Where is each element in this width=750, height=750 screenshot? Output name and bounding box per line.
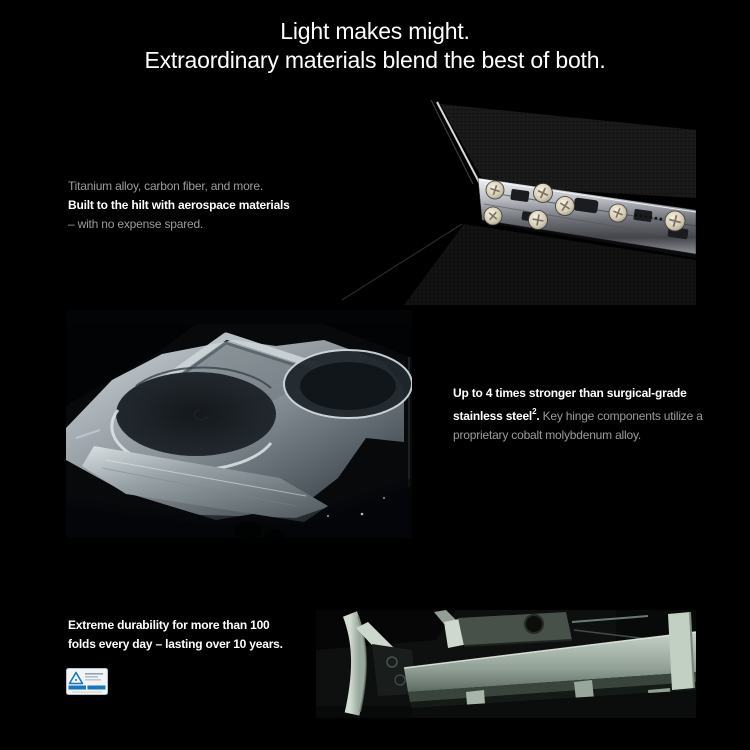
- copy-line: Extreme durability for more than 100: [68, 618, 270, 632]
- copy-line: Built to the hilt with aerospace materials: [68, 198, 290, 212]
- copy-line: [453, 403, 703, 426]
- copy-line: folds every day – lasting over 10 years.: [68, 637, 283, 651]
- headline-line-2: Extraordinary materials blend the best of both.: [144, 47, 606, 73]
- footnote-superscript: 2: [532, 407, 537, 416]
- alloy-component-image: [66, 310, 412, 538]
- tuv-rheinland-triangle-icon: [66, 668, 108, 695]
- alloy-component-illustration: [66, 310, 412, 538]
- durability-test-rig-illustration: [316, 610, 696, 718]
- durability-copy: [68, 616, 283, 654]
- copy-line: – with no expense spared.: [68, 217, 204, 231]
- bold-text: .: [536, 409, 540, 423]
- page-title: [0, 17, 750, 75]
- alloy-strength-copy: [453, 384, 703, 445]
- copy-line: Titanium alloy, carbon fiber, and more.: [68, 179, 263, 193]
- headline-line-1: Light makes might.: [280, 18, 470, 44]
- copy-line: proprietary cobalt molybdenum alloy.: [453, 428, 642, 442]
- durability-test-rig-image: [316, 610, 696, 718]
- tuv-rheinland-certification-badge: [66, 668, 108, 695]
- muted-text: Key hinge components utilize a: [539, 409, 703, 423]
- hinge-macro-image: [316, 100, 696, 305]
- hinge-macro-illustration: [316, 100, 696, 305]
- copy-line: Up to 4 times stronger than surgical-grade: [453, 386, 687, 400]
- aerospace-materials-copy: [68, 177, 290, 234]
- bold-text: stainless steel: [453, 409, 533, 423]
